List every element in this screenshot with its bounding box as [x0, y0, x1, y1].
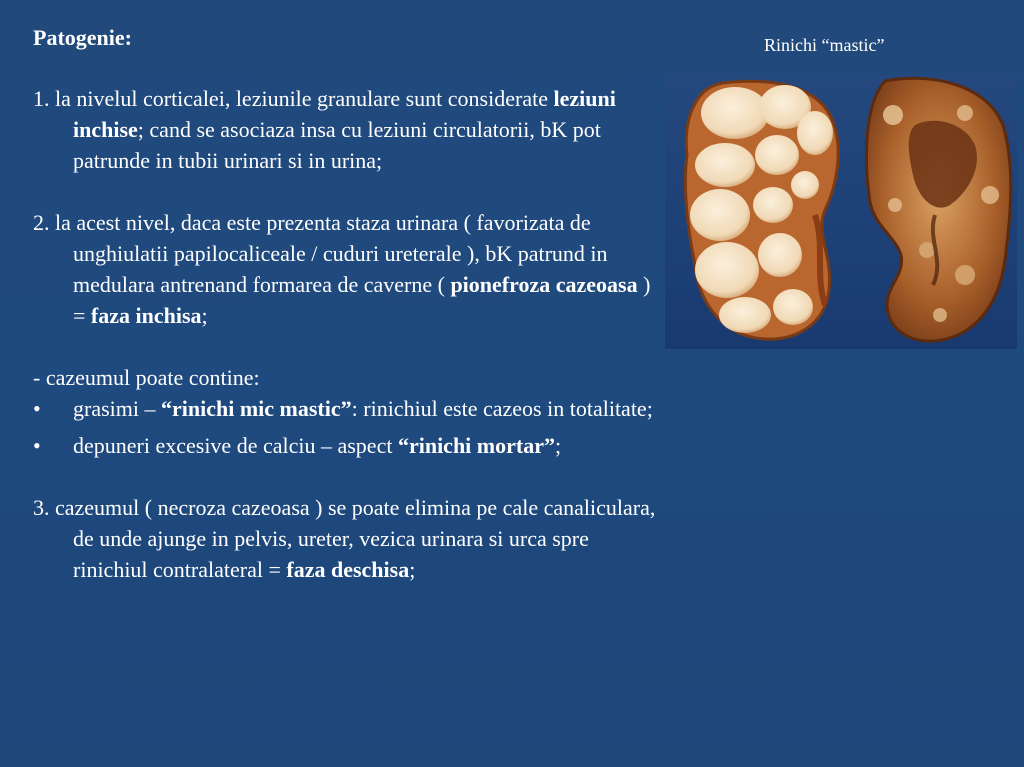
figure-caption: Rinichi “mastic” [764, 35, 885, 55]
paragraph-medullary-emphasis-2: faza inchisa [90, 303, 202, 328]
paragraph-medullary-text: 2. la acest nivel, daca este prezenta staza urinara ( favorizata de unghiulatii papilocaliceale / cuduri ureterale ), bK patrund in medulara antrenand formarea de caverne ( [33, 210, 608, 297]
bullet-calcium-text: depuneri excesive de calciu – aspect [73, 433, 398, 458]
paragraph-cortical-emphasis: leziuni inchise [73, 86, 616, 142]
bullet-fat-emphasis: “rinichi mic mastic” [161, 396, 352, 421]
paragraph-medullary [33, 207, 658, 331]
bullet-fat-text: grasimi – [73, 396, 161, 421]
bullet-calcium-text-end: ; [554, 433, 562, 458]
paragraph-elimination [33, 492, 658, 585]
left-kidney-section [685, 81, 838, 339]
paragraph-cortical [33, 83, 658, 176]
bullet-fat-text-end: : rinichiul este cazeos in totalitate; [351, 396, 653, 421]
kidney-photo [665, 75, 1017, 349]
paragraph-cortical-text: 1. la nivelul corticalei, leziunile granulare sunt considerate [33, 86, 554, 111]
bullet-dot: • [33, 396, 41, 421]
text-block [33, 22, 658, 616]
paragraph-medullary-text-mid: ) = [73, 272, 651, 328]
paragraph-elimination-text-end: ; [409, 557, 416, 582]
paragraph-medullary-emphasis-1: pionefroza cazeoasa [450, 272, 638, 297]
paragraph-cortical-text-end: ; cand se asociaza insa cu leziuni circulatorii, bK pot patrunde in tubii urinari si in urina; [73, 117, 601, 173]
paragraph-elimination-text: 3. cazeumul ( necroza cazeoasa ) se poate elimina pe cale canaliculara, de unde ajunge in pelvis, ureter, vezica urinara si urca spre rinichiul contralateral = [33, 495, 656, 582]
bullet-item-calcium [33, 430, 658, 461]
paragraph-elimination-emphasis: faza deschisa [286, 557, 410, 582]
paragraph-caseum-intro: - cazeumul poate contine: [33, 365, 260, 390]
bullet-item-fat [33, 393, 658, 424]
bullet-calcium-emphasis: “rinichi mortar” [397, 433, 555, 458]
right-kidney-section [866, 78, 1010, 341]
bullet-dot: • [33, 433, 41, 458]
slide-heading: Patogenie: [33, 25, 132, 50]
paragraph-medullary-text-end: ; [201, 303, 208, 328]
